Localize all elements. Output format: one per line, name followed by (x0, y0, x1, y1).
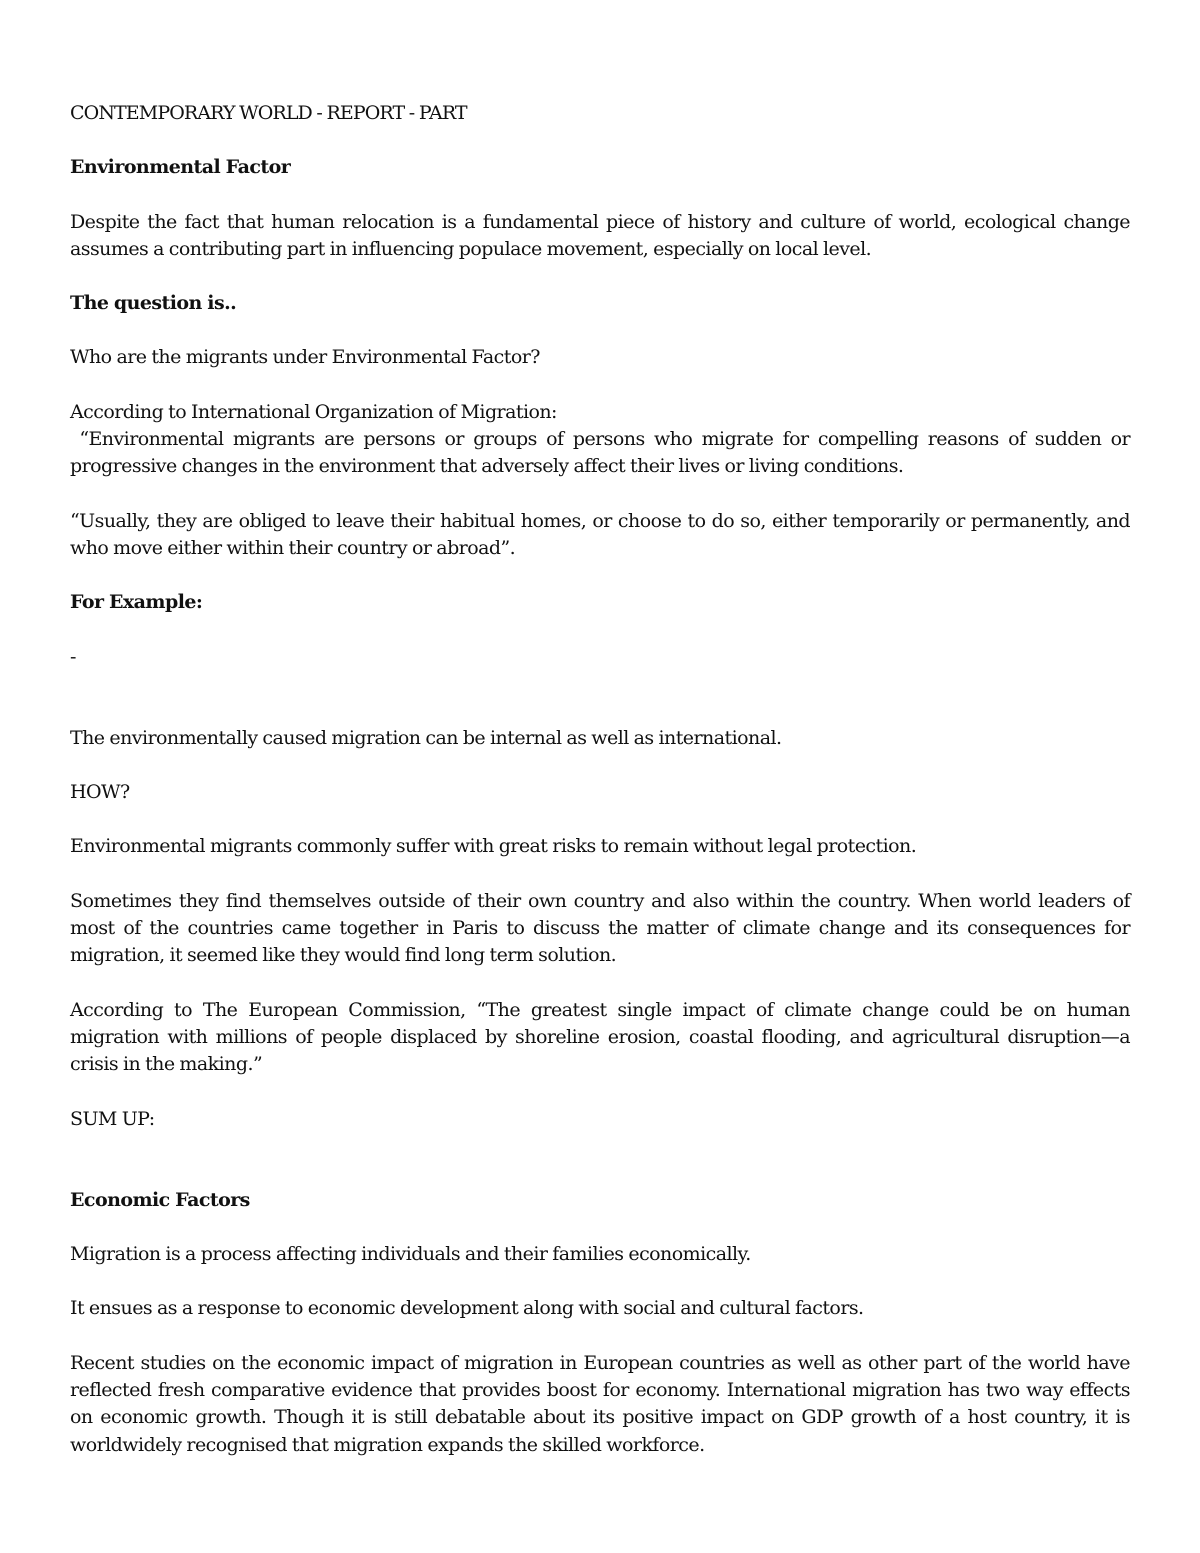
quote-iom-definition: “Environmental migrants are persons or groups of persons who migrate for compelling reasons of sudden or progressive changes in the environment that adversely affect their lives or living conditions. (70, 428, 1135, 478)
paragraph-paris: Sometimes they find themselves outside of their own country and also within the country. When world leaders of most of the countries came together in Paris to discuss the matter of climate change and its consequences for migration, it seemed like they would find long term solution. (70, 889, 1130, 967)
paragraph-econ-2: It ensues as a response to economic development along with social and cultural factors. (70, 1297, 864, 1320)
paragraph-sum-up: SUM UP: (70, 1107, 155, 1130)
heading-environmental-factor: Environmental Factor (70, 156, 291, 179)
paragraph-econ-1: Migration is a process affecting individuals and their families economically. (70, 1243, 751, 1266)
paragraph-how: HOW? (70, 781, 130, 804)
paragraph-question: Who are the migrants under Environmental Factor? (70, 346, 540, 369)
example-list-dash: - (70, 645, 76, 668)
paragraph-iom-intro: According to International Organization of Migration: (70, 400, 557, 423)
paragraph-econ-3: Recent studies on the economic impact of migration in European countries as well as other part of the world have reflected fresh comparative evidence that provides boost for economy. International migration has two way effects on economic growth. Though it is still debatable about its positive impact on GDP growth of a host country, it is worldwidely recognised that migration expands the skilled workforce. (70, 1351, 1130, 1456)
heading-for-example: For Example: (70, 591, 203, 614)
document-title: CONTEMPORARY WORLD - REPORT - PART (70, 102, 467, 124)
paragraph-european-commission: According to The European Commission, “The greatest single impact of climate change could be on human migration with millions of people displaced by shoreline erosion, coastal flooding, and agricultural disruption—a crisis in the making.” (70, 998, 1130, 1076)
paragraph-legal-risk: Environmental migrants commonly suffer with great risks to remain without legal protection. (70, 835, 917, 858)
paragraph-env-intro: Despite the fact that human relocation is a fundamental piece of history and culture of world, ecological change assumes a contributing part in influencing populace movement, especially on local level. (70, 210, 1130, 260)
heading-economic-factors: Economic Factors (70, 1188, 250, 1211)
heading-question: The question is.. (70, 292, 237, 315)
document-page (70, 100, 1135, 1459)
paragraph-internal-international: The environmentally caused migration can be internal as well as international. (70, 726, 782, 749)
quote-iom-continuation: “Usually, they are obliged to leave their habitual homes, or choose to do so, either temporarily or permanently, and who move either within their country or abroad”. (70, 509, 1130, 559)
